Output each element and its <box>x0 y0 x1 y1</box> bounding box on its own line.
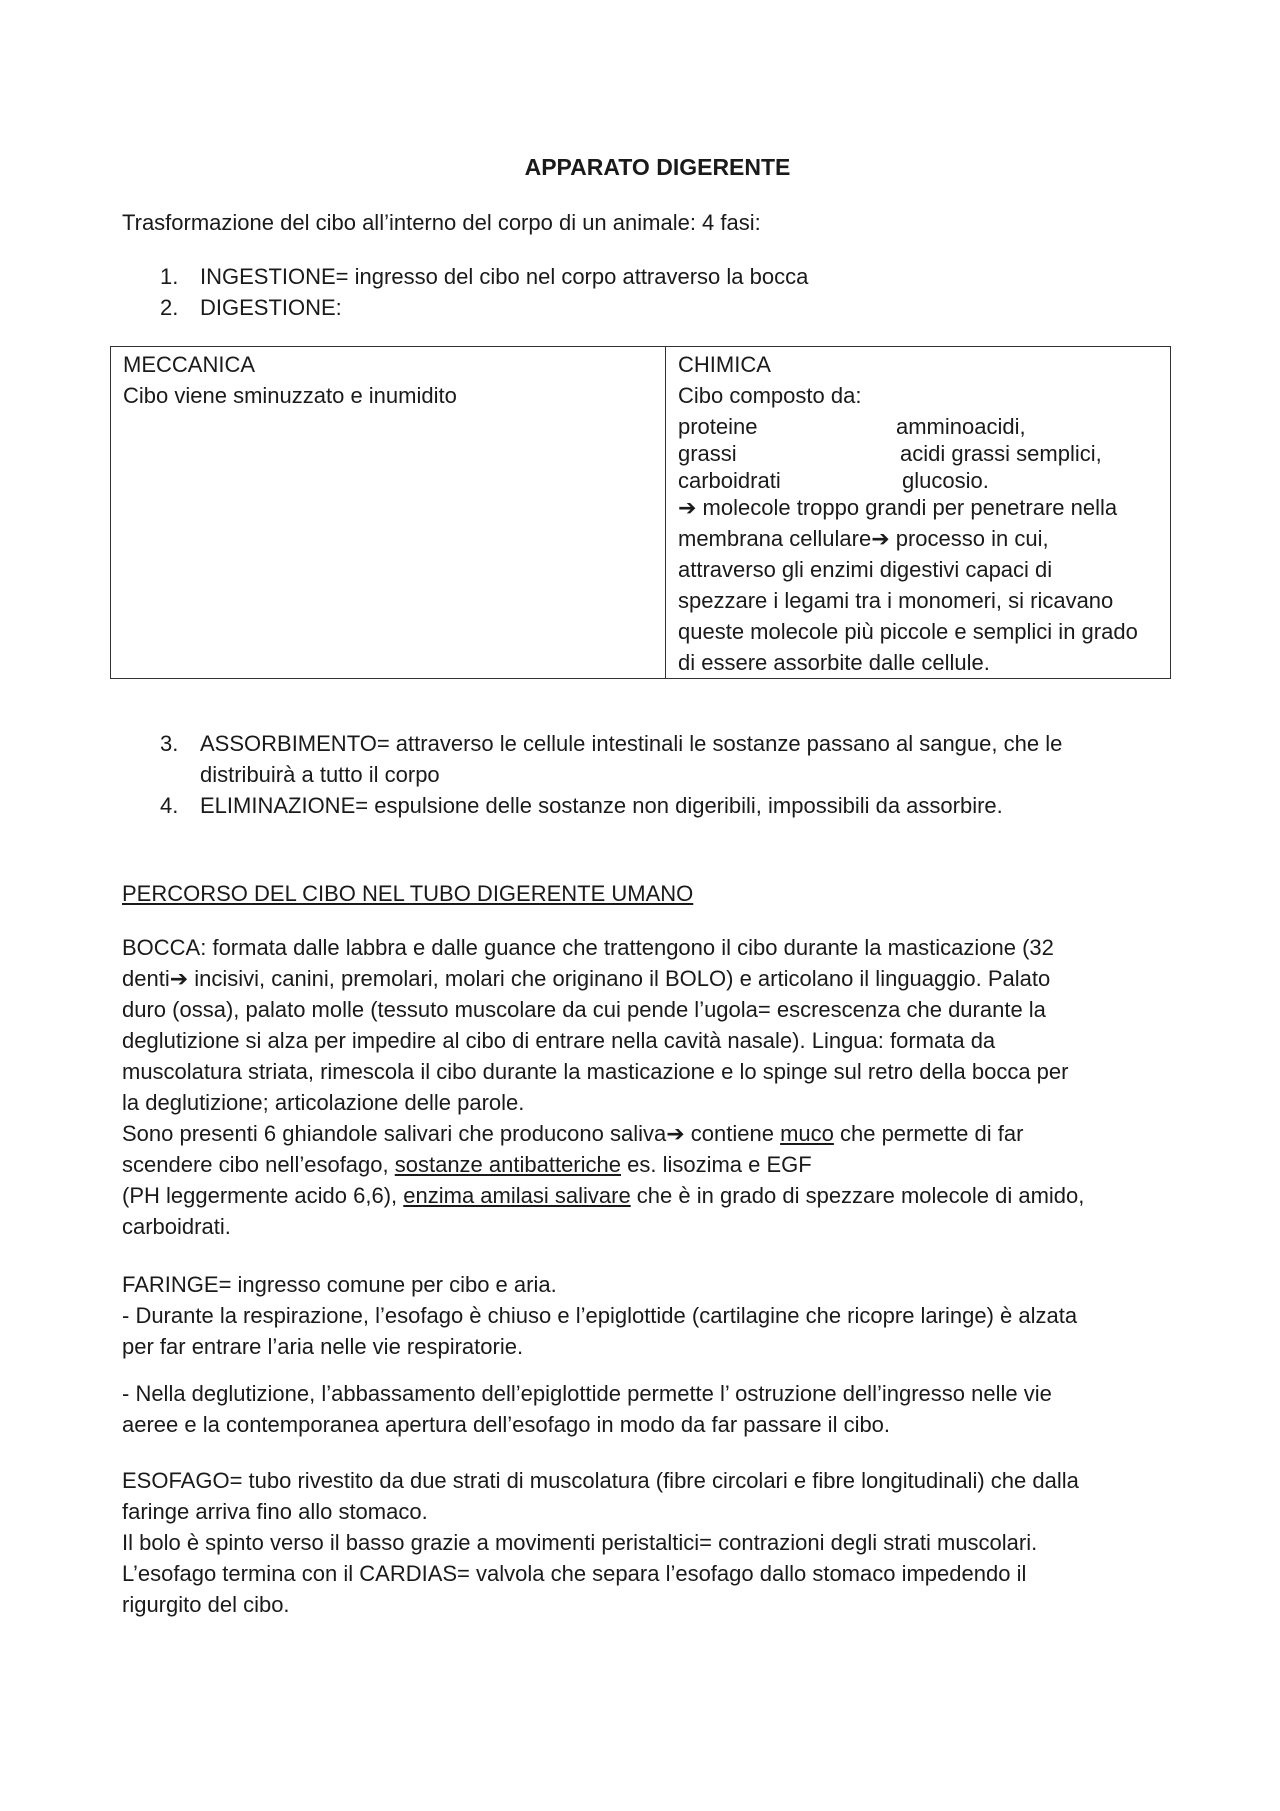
chimica-line: attraverso gli enzimi digestivi capaci di <box>678 557 1053 582</box>
list-number: 3. <box>160 731 179 756</box>
paragraph-line: la deglutizione; articolazione delle parole. <box>122 1090 525 1115</box>
list-item <box>122 728 1172 790</box>
substance-name: grassi <box>678 441 737 466</box>
list-text: DIGESTIONE: <box>200 295 342 320</box>
chimica-cell <box>666 347 1171 679</box>
text-run: che è in grado di spezzare molecole di amido, <box>630 1183 1085 1208</box>
paragraph-line: BOCCA: formata dalle labbra e dalle guance che trattengono il cibo durante la masticazione (32 <box>122 935 1054 960</box>
underlined-term: muco <box>780 1121 834 1146</box>
paragraph-line: - Nella deglutizione, l’abbassamento dell’epiglottide permette l’ ostruzione dell’ingresso nelle vie <box>122 1381 1052 1406</box>
phases-list-bottom <box>122 728 1172 821</box>
list-number: 2. <box>160 295 179 320</box>
deglutizione-paragraph <box>122 1378 1180 1440</box>
substance-row <box>678 438 1158 465</box>
section-title: PERCORSO DEL CIBO NEL TUBO DIGERENTE UMANO <box>122 881 694 906</box>
text-run: (PH leggermente acido 6,6), <box>122 1183 404 1208</box>
page-title: APPARATO DIGERENTE <box>524 154 791 180</box>
substance-product: amminoacidi, <box>896 414 1026 439</box>
paragraph-line: duro (ossa), palato molle (tessuto muscolare da cui pende l’ugola= escrescenza che durante la <box>122 997 1046 1022</box>
chimica-line: queste molecole più piccole e semplici in grado <box>678 619 1138 644</box>
paragraph-line: deglutizione si alza per impedire al cibo di entrare nella cavità nasale). Lingua: formata da <box>122 1028 996 1053</box>
text-run: che permette di far <box>833 1121 1024 1146</box>
meccanica-header: MECCANICA <box>123 352 256 377</box>
underlined-term: enzima amilasi salivare <box>403 1183 631 1208</box>
text-run: es. lisozima e EGF <box>621 1152 812 1177</box>
digestion-table <box>110 346 1171 679</box>
paragraph-line: muscolatura striata, rimescola il cibo durante la masticazione e lo spinge sul retro della bocca per <box>122 1059 1069 1084</box>
paragraph-line: Il bolo è spinto verso il basso grazie a movimenti peristaltici= contrazioni degli strati muscolari. <box>122 1530 1038 1555</box>
chimica-intro: Cibo composto da: <box>678 383 862 408</box>
chimica-line: spezzare i legami tra i monomeri, si ricavano <box>678 588 1114 613</box>
substance-row <box>678 465 1158 492</box>
list-text: ASSORBIMENTO= attraverso le cellule intestinali le sostanze passano al sangue, che le <box>200 731 1063 756</box>
paragraph-line: faringe arriva fino allo stomaco. <box>122 1499 428 1524</box>
paragraph-line: per far entrare l’aria nelle vie respiratorie. <box>122 1334 524 1359</box>
underlined-term: sostanze antibatteriche <box>394 1152 621 1177</box>
list-number: 1. <box>160 264 179 289</box>
text-run: scendere cibo nell’esofago, <box>122 1152 395 1177</box>
meccanica-text: Cibo viene sminuzzato e inumidito <box>123 383 457 408</box>
esofago-paragraph <box>122 1465 1180 1620</box>
paragraph-line: carboidrati. <box>122 1214 231 1239</box>
list-text: ELIMINAZIONE= espulsione delle sostanze non digeribili, impossibili da assorbire. <box>200 793 1003 818</box>
substance-name: carboidrati <box>678 468 781 493</box>
paragraph-line <box>122 1149 1180 1180</box>
phases-list-top <box>122 261 1172 323</box>
list-text: distribuirà a tutto il corpo <box>200 762 440 787</box>
paragraph-line: rigurgito del cibo. <box>122 1592 290 1617</box>
list-item <box>122 292 1172 323</box>
substance-name: proteine <box>678 414 758 439</box>
paragraph-line: ESOFAGO= tubo rivestito da due strati di muscolatura (fibre circolari e fibre longitudinali) che dalla <box>122 1468 1079 1493</box>
list-item <box>122 790 1172 821</box>
substance-product: acidi grassi semplici, <box>900 441 1102 466</box>
paragraph-line: FARINGE= ingresso comune per cibo e aria. <box>122 1272 557 1297</box>
substance-row <box>678 411 1158 438</box>
paragraph-line: L’esofago termina con il CARDIAS= valvola che separa l’esofago dallo stomaco impedendo il <box>122 1561 1027 1586</box>
list-item <box>122 261 1172 292</box>
bocca-paragraph <box>122 932 1180 1242</box>
chimica-header: CHIMICA <box>678 352 771 377</box>
text-run: Sono presenti 6 ghiandole salivari che producono saliva➔ contiene <box>122 1121 781 1146</box>
intro-text: Trasformazione del cibo all’interno del corpo di un animale: 4 fasi: <box>122 210 761 235</box>
meccanica-cell <box>111 347 666 679</box>
paragraph-line: denti➔ incisivi, canini, premolari, molari che originano il BOLO) e articolano il linguaggio. Palato <box>122 966 1051 991</box>
paragraph-line <box>122 1180 1180 1211</box>
paragraph-line: - Durante la respirazione, l’esofago è chiuso e l’epiglottide (cartilagine che ricopre laringe) è alzata <box>122 1303 1078 1328</box>
list-text: INGESTIONE= ingresso del cibo nel corpo attraverso la bocca <box>200 264 809 289</box>
list-number: 4. <box>160 793 179 818</box>
faringe-paragraph <box>122 1269 1180 1362</box>
paragraph-line <box>122 1118 1180 1149</box>
chimica-line: membrana cellulare➔ processo in cui, <box>678 526 1049 551</box>
chimica-line: ➔ molecole troppo grandi per penetrare nella <box>678 495 1118 520</box>
paragraph-line: aeree e la contemporanea apertura dell’esofago in modo da far passare il cibo. <box>122 1412 891 1437</box>
chimica-line: di essere assorbite dalle cellule. <box>678 650 990 675</box>
substance-product: glucosio. <box>902 468 989 493</box>
